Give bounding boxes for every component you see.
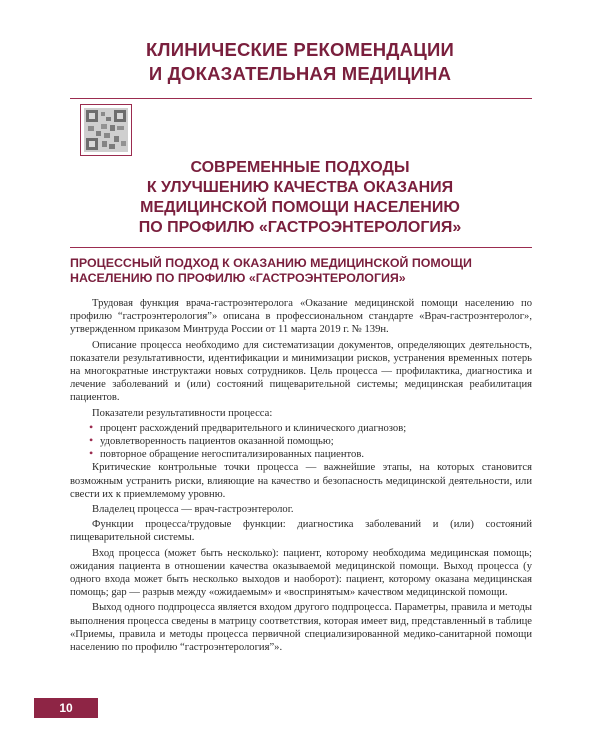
- paragraph-subprocess: Выход одного подпроцесса является входом другого подпроцесса. Параметры, правила и методы выполнения процесса сведены в матрицу соответствия, которая имеет вид, представленный в таблице «Приемы, правила и методы процесса первичной специализированной медико-санитарной помощи населению по профилю “гастроэнтерология”».: [70, 602, 532, 654]
- list-item: • повторное обращение негоспитализированных пациентов.: [100, 448, 532, 461]
- list-item: • процент расхождений предварительного и клинического диагнозов;: [100, 422, 532, 435]
- article-title-line-2: К УЛУЧШЕНИЮ КАЧЕСТВА ОКАЗАНИЯ: [146, 179, 454, 196]
- paragraph-indicators-intro: Показатели результативности процесса:: [92, 407, 273, 419]
- paragraph-process-owner: Владелец процесса — врач-гастроэнтеролог.: [92, 504, 294, 516]
- paragraph-input-output: Вход процесса (может быть несколько): пациент, которому необходима медицинская помощь; ожидания пациента в отношении качества оказываемой медицинской помощи. Выход процесса (у одного входа может быть несколько выходов и наоборот): пациент, которому оказана медицинская помощь; gap — разрыв между «ожидаемым» и «воспринятым» качеством медицинской помощи.: [70, 547, 532, 599]
- article-title-line-3: МЕДИЦИНСКОЙ ПОМОЩИ НАСЕЛЕНИЮ: [140, 199, 460, 216]
- section-header: [0, 38, 600, 86]
- article-title-line-1: СОВРЕМЕННЫЕ ПОДХОДЫ: [190, 159, 410, 176]
- list-item: • удовлетворенность пациентов оказанной помощью;: [100, 435, 532, 448]
- qr-code-icon[interactable]: [80, 104, 132, 156]
- article-title-line-4: ПО ПРОФИЛЮ «ГАСТРОЭНТЕРОЛОГИЯ»: [138, 219, 462, 236]
- body-text: [70, 297, 532, 656]
- qr-code-graphic: [84, 108, 128, 152]
- indicators-list: [70, 422, 532, 462]
- title-divider: [70, 247, 532, 248]
- paragraph-process-functions: Функции процесса/трудовые функции: диагностика заболеваний и (или) состояний пищеварительной системы.: [70, 519, 532, 544]
- subsection-title: [70, 256, 540, 286]
- paragraph-process-description: Описание процесса необходимо для систематизации документов, определяющих деятельность, показатели результативности, идентификации и минимизации рисков, устранения временных потерь на многократные инструктажи новых сотрудников. Цель процесса — профилактика, диагностика и лечение заболеваний и (или) состояний пищеварительной системы; медицинская реабилитация пациентов.: [70, 339, 532, 404]
- subsection-title-line-2: НАСЕЛЕНИЮ ПО ПРОФИЛЮ «ГАСТРОЭНТЕРОЛОГИЯ»: [70, 271, 406, 285]
- page-number: 10: [34, 698, 98, 718]
- section-header-line-2: И ДОКАЗАТЕЛЬНАЯ МЕДИЦИНА: [148, 63, 452, 84]
- subsection-title-line-1: ПРОЦЕССНЫЙ ПОДХОД К ОКАЗАНИЮ МЕДИЦИНСКОЙ ПОМОЩИ: [70, 256, 472, 270]
- section-header-line-1: КЛИНИЧЕСКИЕ РЕКОМЕНДАЦИИ: [146, 39, 454, 60]
- paragraph-labor-function: Трудовая функция врача-гастроэнтеролога «Оказание медицинской помощи населению по профилю “гастроэнтерология”» описана в профессиональном стандарте «Врач-гастроэнтеролог», утвержденном приказом Минтруда России от 11 марта 2019 г. № 139н.: [70, 298, 532, 336]
- header-divider: [70, 98, 532, 99]
- paragraph-control-points: Критические контрольные точки процесса — важнейшие этапы, на которых становится возможным устранить риски, влияющие на качество и безопасность медицинской деятельности, или свести их к приемлемому уровню.: [70, 462, 532, 500]
- article-title: [0, 158, 600, 238]
